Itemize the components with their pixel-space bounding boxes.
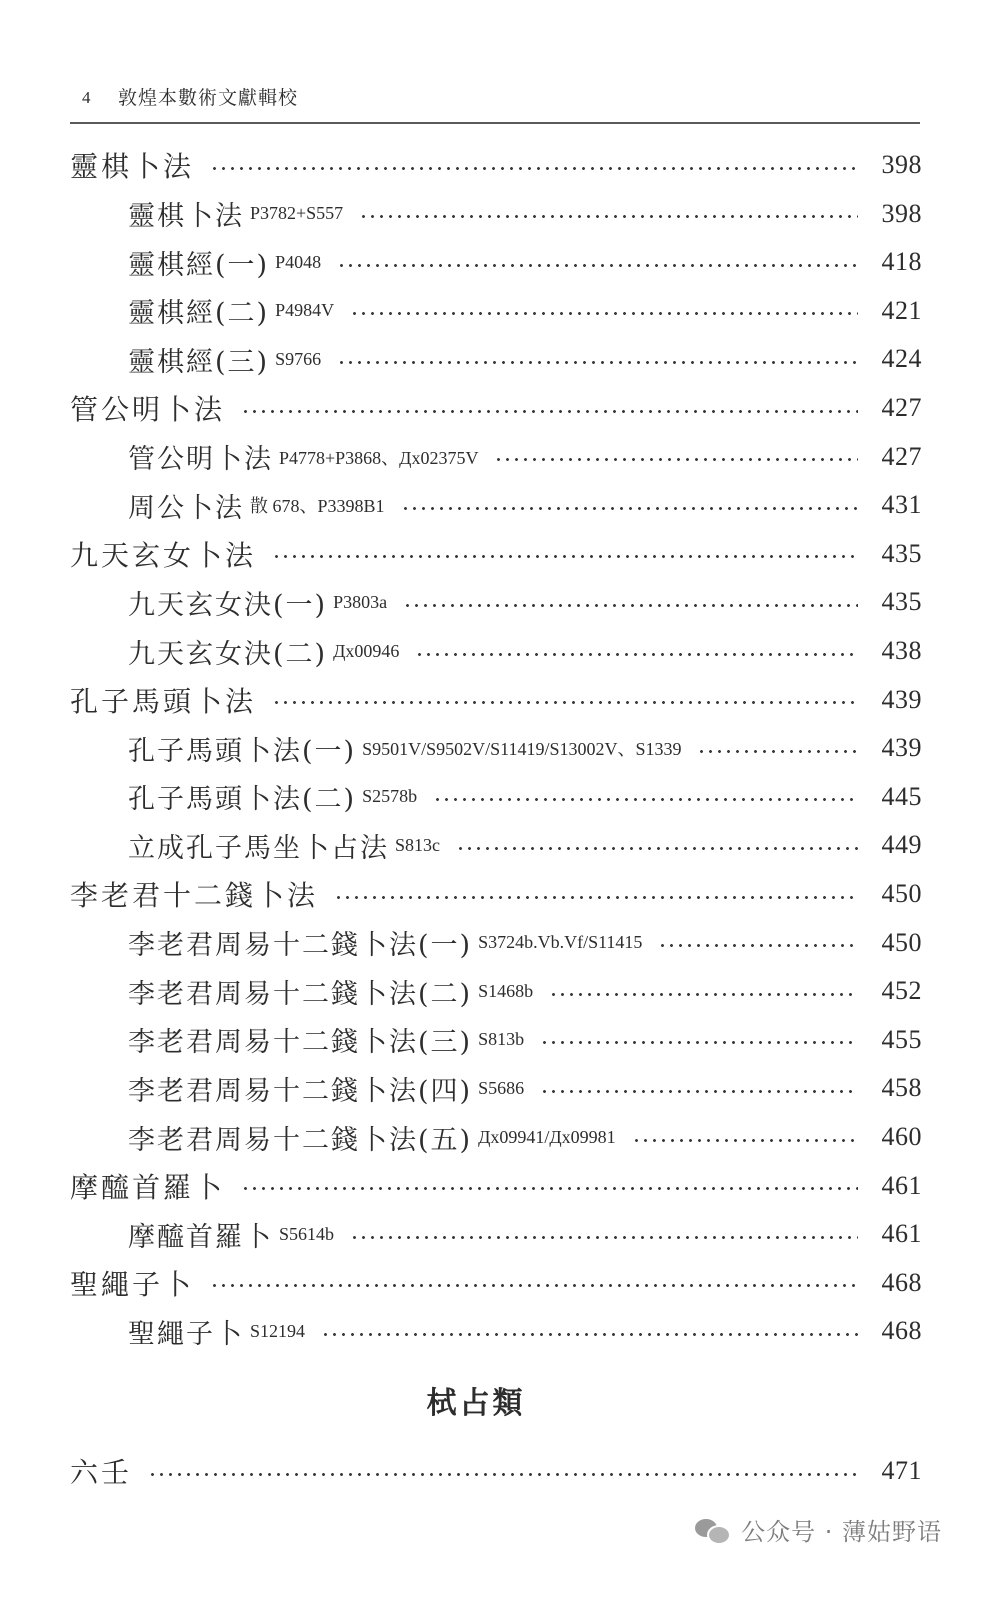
entry-title: 靈棋卜法 bbox=[128, 201, 244, 233]
entry-title: 管公明卜法 bbox=[128, 444, 273, 476]
toc-subentry bbox=[70, 1015, 922, 1065]
entry-title: 孔子馬頭卜法(二) bbox=[128, 784, 357, 816]
dot-leader bbox=[658, 944, 858, 947]
entry-page-number: 439 bbox=[881, 733, 922, 763]
dot-leader bbox=[403, 604, 858, 607]
entry-manuscript-source: S9501V/S9502V/S11419/S13002V、S1339 bbox=[362, 739, 682, 760]
toc-subentry bbox=[70, 1306, 922, 1356]
toc-subentry bbox=[70, 772, 922, 822]
entry-page-number: 435 bbox=[881, 587, 922, 617]
entry-page-number: 427 bbox=[881, 393, 922, 422]
dot-leader bbox=[540, 1041, 858, 1044]
toc-subentry bbox=[70, 723, 922, 773]
entry-manuscript-source: P4048 bbox=[275, 251, 322, 272]
toc-section-entry bbox=[70, 383, 922, 433]
entry-manuscript-source: S813c bbox=[395, 834, 440, 855]
dot-leader bbox=[241, 410, 858, 413]
dot-leader bbox=[415, 653, 858, 656]
entry-manuscript-source: P3782+S557 bbox=[250, 203, 344, 224]
toc-section-entry bbox=[70, 529, 922, 579]
toc-subentry bbox=[70, 1063, 922, 1113]
dot-leader bbox=[334, 896, 858, 899]
dot-leader bbox=[210, 1284, 858, 1287]
dot-leader bbox=[540, 1090, 858, 1093]
entry-title: 李老君周易十二錢卜法(一) bbox=[128, 930, 473, 962]
entry-manuscript-source: Дх00946 bbox=[333, 640, 400, 661]
entry-title: 聖繩子卜 bbox=[128, 1318, 244, 1350]
toc-section-entry bbox=[70, 675, 922, 725]
entry-title: 靈棋經(二) bbox=[128, 298, 270, 330]
entry-page-number: 449 bbox=[881, 830, 922, 860]
entry-page-number: 431 bbox=[881, 490, 922, 520]
entry-title: 李老君十二錢卜法 bbox=[70, 879, 319, 912]
dot-leader bbox=[359, 215, 858, 218]
entry-title: 立成孔子馬坐卜占法 bbox=[128, 832, 389, 864]
entry-manuscript-source: S1468b bbox=[478, 980, 534, 1001]
entry-page-number: 398 bbox=[881, 150, 922, 179]
dot-leader bbox=[549, 993, 858, 996]
toc-section-entry bbox=[70, 869, 922, 919]
entry-title: 靈棋經(一) bbox=[128, 249, 270, 281]
toc-subentry bbox=[70, 334, 922, 384]
toc-subentry bbox=[70, 432, 922, 482]
entry-page-number: 455 bbox=[881, 1024, 922, 1054]
entry-title: 李老君周易十二錢卜法(五) bbox=[128, 1124, 473, 1156]
toc-subentry bbox=[70, 1209, 922, 1259]
toc-subentry bbox=[70, 577, 922, 627]
entry-page-number: 450 bbox=[881, 927, 922, 957]
entry-title: 六壬 bbox=[70, 1456, 133, 1489]
dot-leader bbox=[148, 1473, 858, 1476]
watermark bbox=[695, 1512, 942, 1547]
running-header bbox=[70, 86, 920, 124]
dot-leader bbox=[632, 1139, 858, 1142]
dot-leader bbox=[697, 750, 858, 753]
entry-title: 九天玄女卜法 bbox=[70, 538, 257, 572]
entry-page-number: 439 bbox=[881, 684, 922, 714]
toc-subentry bbox=[70, 237, 922, 287]
dot-leader bbox=[433, 798, 858, 801]
entry-page-number: 421 bbox=[881, 295, 922, 325]
entry-page-number: 468 bbox=[881, 1316, 922, 1346]
dot-leader bbox=[272, 701, 858, 704]
entry-manuscript-source: Дх09941/Дх09981 bbox=[478, 1126, 616, 1147]
toc-section-entry bbox=[70, 1161, 922, 1211]
entry-manuscript-source: P4984V bbox=[275, 300, 335, 321]
entry-title: 管公明卜法 bbox=[70, 393, 226, 426]
entry-page-number: 438 bbox=[881, 636, 922, 665]
toc-section-entry bbox=[70, 1446, 922, 1496]
dot-leader bbox=[350, 312, 858, 315]
toc-subentry bbox=[70, 286, 922, 336]
entry-manuscript-source: S3724b.Vb.Vf/S11415 bbox=[478, 932, 643, 953]
dot-leader bbox=[494, 458, 858, 461]
toc-section-entry bbox=[70, 140, 922, 190]
entry-title: 聖繩子卜 bbox=[70, 1267, 195, 1301]
entry-manuscript-source: S5614b bbox=[279, 1223, 335, 1244]
page-number: 4 bbox=[82, 88, 91, 107]
entry-manuscript-source: 散 678、P3398B1 bbox=[250, 496, 385, 517]
toc-subentry bbox=[70, 1112, 922, 1162]
entry-manuscript-source: S12194 bbox=[250, 1320, 306, 1341]
entry-title: 摩醯首羅卜 bbox=[70, 1170, 226, 1204]
dot-leader bbox=[321, 1333, 858, 1336]
entry-title: 孔子馬頭卜法(一) bbox=[128, 735, 357, 767]
entry-title: 李老君周易十二錢卜法(三) bbox=[128, 1027, 473, 1059]
entry-page-number: 398 bbox=[881, 198, 922, 228]
entry-manuscript-source: S9766 bbox=[275, 348, 322, 369]
entry-page-number: 452 bbox=[881, 976, 922, 1006]
entry-page-number: 461 bbox=[881, 1170, 922, 1200]
dot-leader bbox=[241, 1187, 858, 1190]
entry-title: 九天玄女決(二) bbox=[128, 638, 328, 670]
entry-page-number: 427 bbox=[881, 441, 922, 471]
toc-subentry bbox=[70, 189, 922, 239]
entry-page-number: 418 bbox=[881, 247, 922, 277]
dot-leader bbox=[210, 167, 858, 170]
dot-leader bbox=[337, 361, 858, 364]
entry-manuscript-source: P4778+P3868、Дх02375V bbox=[279, 447, 479, 468]
toc-section-entry bbox=[70, 1258, 922, 1308]
entry-page-number: 471 bbox=[881, 1456, 922, 1485]
entry-page-number: 458 bbox=[881, 1073, 922, 1103]
entry-title: 周公卜法 bbox=[128, 492, 244, 524]
entry-title: 孔子馬頭卜法 bbox=[70, 684, 257, 718]
entry-manuscript-source: S813b bbox=[478, 1029, 525, 1050]
entry-manuscript-source: P3803a bbox=[333, 591, 388, 612]
dot-leader bbox=[350, 1236, 858, 1239]
dot-leader bbox=[456, 847, 858, 850]
toc-subentry bbox=[70, 480, 922, 530]
entry-page-number: 450 bbox=[881, 879, 922, 908]
entry-page-number: 460 bbox=[881, 1122, 922, 1151]
toc-subentry bbox=[70, 966, 922, 1016]
entry-page-number: 435 bbox=[881, 538, 922, 568]
entry-title: 靈棋卜法 bbox=[70, 150, 195, 183]
entry-page-number: 468 bbox=[881, 1267, 922, 1297]
entry-page-number: 424 bbox=[881, 344, 922, 374]
watermark-text: 公众号 · 薄姑野语 bbox=[741, 1518, 942, 1546]
toc-subentry bbox=[70, 626, 922, 676]
entry-title: 李老君周易十二錢卜法(二) bbox=[128, 978, 473, 1010]
entry-page-number: 445 bbox=[881, 781, 922, 811]
wechat-icon bbox=[695, 1515, 731, 1545]
book-title: 敦煌本數術文獻輯校 bbox=[118, 87, 299, 109]
toc-subentry bbox=[70, 820, 922, 870]
dot-leader bbox=[272, 555, 858, 558]
section-heading: 栻占類 bbox=[426, 1386, 526, 1421]
toc-subentry bbox=[70, 918, 922, 968]
entry-manuscript-source: S5686 bbox=[478, 1077, 525, 1098]
entry-page-number: 461 bbox=[881, 1219, 922, 1249]
entry-title: 九天玄女決(一) bbox=[128, 589, 328, 621]
entry-title: 靈棋經(三) bbox=[128, 346, 270, 378]
entry-title: 李老君周易十二錢卜法(四) bbox=[128, 1075, 473, 1107]
entry-manuscript-source: S2578b bbox=[362, 786, 418, 807]
dot-leader bbox=[401, 507, 858, 510]
dot-leader bbox=[337, 264, 858, 267]
entry-title: 摩醯首羅卜 bbox=[128, 1221, 273, 1253]
